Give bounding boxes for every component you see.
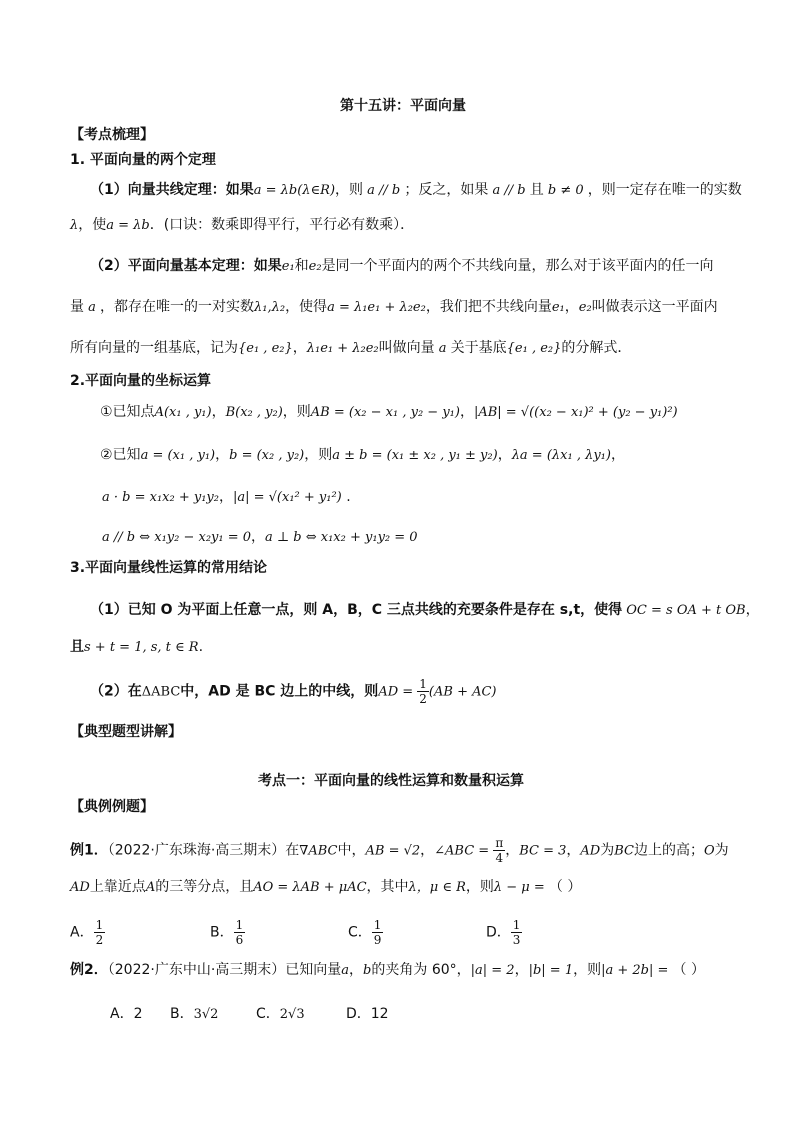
conclusion-2: （2）在ΔABC中，AD 是 BC 边上的中线，则AD = $\frac{1}{2}$ (AB + AC) <box>90 677 497 706</box>
heading-linear-conclusions: 3.平面向量线性运算的常用结论 <box>70 560 268 576</box>
section-examples-heading: 【典型题型讲解】 <box>70 724 182 740</box>
example-1-options: A． $\frac{1}{2}$ B． $\frac{1}{6}$ C． $\frac{1}{9}$ D． $\frac{1}{3}$ <box>70 918 521 947</box>
basic-theorem-line-1: （2）平面向量基本定理：如果e₁和e₂是同一个平面内的两个不共线向量，那么对于该平面内的任一向 <box>90 258 714 274</box>
section-review-heading: 【考点梳理】 <box>70 127 154 143</box>
basic-theorem-line-2: 量 a ，都存在唯一的一对实数λ₁,λ₂，使得a = λ₁e₁ + λ₂e₂，我们把不共线向量e₁，e₂叫做表示这一平面内 <box>70 299 718 315</box>
example-2-line-1: 例2．（2022·广东中山·高三期末）已知向量a，b的夹角为 60°，|a| = 2，|b| = 1，则|a + 2b| = （ ） <box>70 962 705 978</box>
conclusion-1-line-1: （1）已知 O 为平面上任意一点，则 A，B，C 三点共线的充要条件是存在 s,t，使得 OC = s OA + t OB， <box>90 602 760 618</box>
example-1-line-1: 例1．（2022·广东珠海·高三期末）在∇ABC中，AB = √2，∠ABC = $\frac{\pi}{4}$ ，BC = 3，AD为BC边上的高；O为 <box>70 836 729 865</box>
typical-examples-heading: 【典例例题】 <box>70 799 154 815</box>
example-1-line-2: AD上靠近点A的三等分点，且AO = λAB + μAC，其中λ，μ ∈ R，则λ − μ = （ ） <box>70 879 582 895</box>
coordinate-line-1: ①已知点A(x₁ , y₁)，B(x₂ , y₂)，则AB = (x₂ − x₁ , y₂ − y₁)，|AB| = √((x₂ − x₁)² + (y₂ − y₁)²) <box>100 404 678 420</box>
page-title: 第十五讲：平面向量 <box>340 98 466 114</box>
coordinate-line-2: ②已知a = (x₁ , y₁)，b = (x₂ , y₂)，则a ± b = (x₁ ± x₂ , y₁ ± y₂)，λa = (λx₁ , λy₁)， <box>100 447 625 463</box>
collinear-theorem-line-2: λ，使a = λb．(口诀：数乘即得平行，平行必有数乘）． <box>70 217 415 233</box>
heading-coordinate-ops: 2.平面向量的坐标运算 <box>70 373 212 389</box>
coordinate-line-3: a · b = x₁x₂ + y₁y₂，|a| = √(x₁² + y₁²) . <box>102 489 351 505</box>
conclusion-1-line-2: 且s + t = 1, s, t ∈ R. <box>70 639 204 655</box>
coordinate-line-4: a // b ⇔ x₁y₂ − x₂y₁ = 0，a ⊥ b ⇔ x₁x₂ + y₁y₂ = 0 <box>102 529 418 545</box>
collinear-theorem-line-1: （1）向量共线定理：如果a = λb(λ∈R)，则 a // b ；反之，如果 a // b 且 b ≠ 0 ，则一定存在唯一的实数 <box>90 182 742 198</box>
basic-theorem-line-3: 所有向量的一组基底，记为{e₁ , e₂}，λ₁e₁ + λ₂e₂叫做向量 a 关于基底{e₁ , e₂}的分解式． <box>70 340 632 356</box>
heading-two-theorems: 1. 平面向量的两个定理 <box>70 152 216 168</box>
topic-1-heading: 考点一：平面向量的线性运算和数量积运算 <box>258 773 524 789</box>
example-2-options: A．2 B．3√2 C．2√3 D．12 <box>110 1006 389 1022</box>
